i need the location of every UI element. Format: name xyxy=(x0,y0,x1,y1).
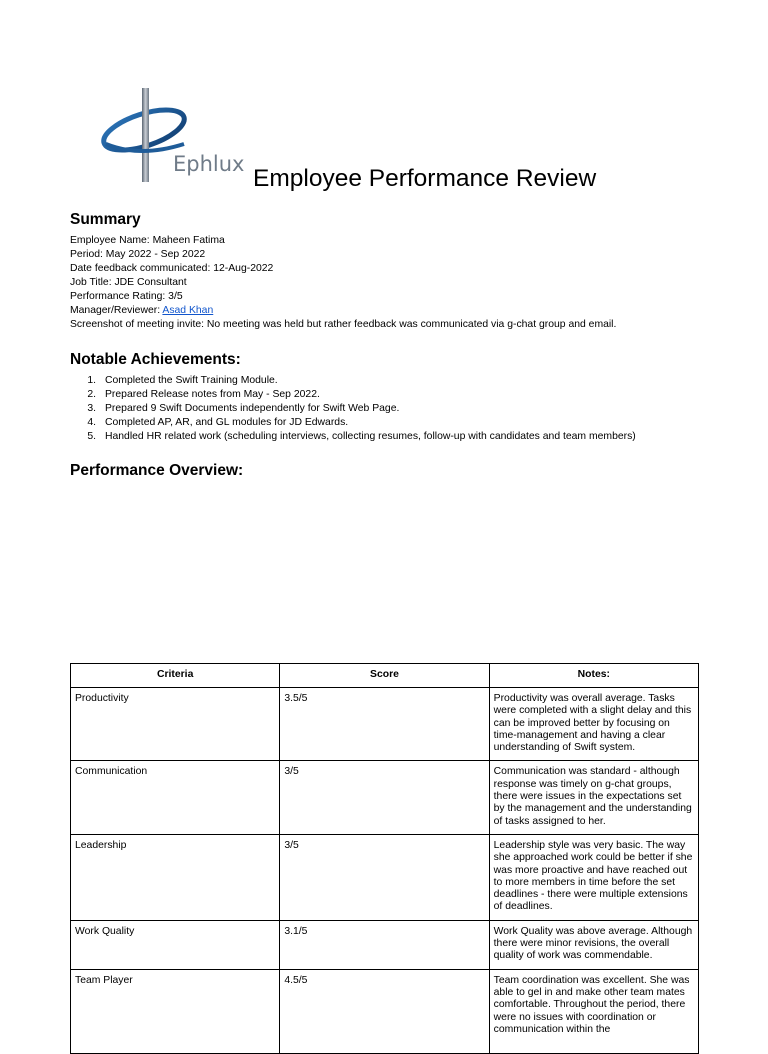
manager-line xyxy=(70,304,616,318)
list-item xyxy=(70,416,636,430)
achievements-list xyxy=(70,374,636,444)
document-title: Employee Performance Review xyxy=(253,165,597,192)
performance-table xyxy=(70,663,699,1054)
employee-name: Employee Name: Maheen Fatima xyxy=(70,235,225,246)
list-number: 4. xyxy=(87,417,96,428)
summary-heading: Summary xyxy=(70,211,141,228)
list-text: Completed the Swift Training Module. xyxy=(105,375,278,386)
review-period: Period: May 2022 - Sep 2022 xyxy=(70,249,206,260)
notes-cell: Communication was standard - although response was timely on g-chat groups, there were issues in the expectations set by the management and the understanding of tasks assigned to her. xyxy=(489,761,698,834)
list-number: 5. xyxy=(87,431,96,442)
list-item xyxy=(70,388,636,402)
list-number: 2. xyxy=(87,389,96,400)
criteria-cell: Communication xyxy=(71,761,280,834)
notes-cell: Productivity was overall average. Tasks were completed with a slight delay and this can be improved better by focusing on time-management and having a clear understanding of Swift system. xyxy=(489,688,698,761)
overview-heading: Performance Overview: xyxy=(70,462,244,479)
list-text: Prepared Release notes from May - Sep 2022. xyxy=(105,389,320,400)
criteria-cell: Leadership xyxy=(71,834,280,920)
score-cell: 4.5/5 xyxy=(280,969,489,1053)
criteria-cell: Team Player xyxy=(71,969,280,1053)
meeting-note: Screenshot of meeting invite: No meeting was held but rather feedback was communicated via g-chat group and email. xyxy=(70,319,617,330)
job-title: Job Title: JDE Consultant xyxy=(70,277,187,288)
header-criteria: Criteria xyxy=(71,664,280,688)
notes-cell: Work Quality was above average. Although there were minor revisions, the overall quality of work was commendable. xyxy=(489,920,698,969)
list-item xyxy=(70,430,636,444)
feedback-date: Date feedback communicated: 12-Aug-2022 xyxy=(70,263,274,274)
list-number: 1. xyxy=(87,375,96,386)
score-cell: 3.5/5 xyxy=(280,688,489,761)
criteria-cell: Work Quality xyxy=(71,920,280,969)
criteria-cell: Productivity xyxy=(71,688,280,761)
manager-link[interactable]: Asad Khan xyxy=(162,305,214,316)
table-row xyxy=(71,969,699,1053)
list-text: Prepared 9 Swift Documents independently for Swift Web Page. xyxy=(105,403,400,414)
list-item xyxy=(70,374,636,388)
list-text: Handled HR related work (scheduling interviews, collecting resumes, follow-up with candidates and team members) xyxy=(105,431,636,442)
score-cell: 3/5 xyxy=(280,834,489,920)
header-notes: Notes: xyxy=(489,664,698,688)
ephlux-logo xyxy=(100,86,245,186)
notes-cell: Team coordination was excellent. She was able to gel in and make other team mates comfortable. Throughout the period, there were no issues with coordination or communication within the xyxy=(489,969,698,1053)
score-cell: 3.1/5 xyxy=(280,920,489,969)
list-text: Completed AP, AR, and GL modules for JD Edwards. xyxy=(105,417,349,428)
list-item xyxy=(70,402,636,416)
score-cell: 3/5 xyxy=(280,761,489,834)
table-row xyxy=(71,834,699,920)
header-score: Score xyxy=(280,664,489,688)
list-number: 3. xyxy=(87,403,96,414)
table-header-row xyxy=(71,664,699,688)
summary-section xyxy=(70,234,616,332)
table-row xyxy=(71,688,699,761)
achievements-heading: Notable Achievements: xyxy=(70,351,241,368)
performance-rating: Performance Rating: 3/5 xyxy=(70,291,183,302)
logo-wordmark: Ephlux xyxy=(173,152,245,176)
table-row xyxy=(71,920,699,969)
manager-label: Manager/Reviewer: xyxy=(70,305,163,316)
table-row xyxy=(71,761,699,834)
notes-cell: Leadership style was very basic. The way she approached work could be better if she was more proactive and have reached out to more members in time before the set deadlines - there were multiple extensions of deadlines. xyxy=(489,834,698,920)
